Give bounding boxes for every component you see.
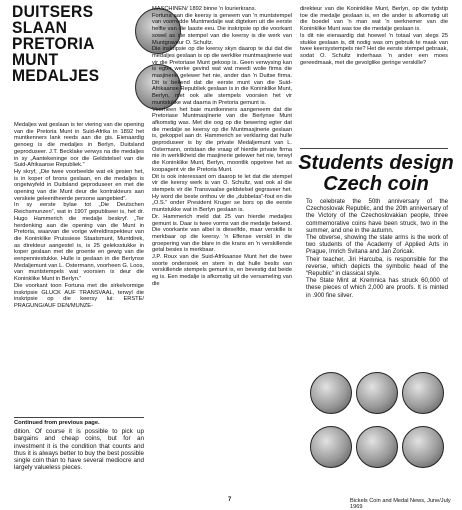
students-paragraph: The State Mint at Kremnica has struck 60,000 of these pieces of which 2,000 are proofs. It is minted in .900 fine silver. [306,277,448,299]
students-article-body [306,198,448,299]
col2-paragraph: Dr. Hammerich meld dat 25 van hierdie medaljes gemunt is. Daar is twee vorms van die medalje bekend. Die voorkante van albei is dieselfde, maar verskille is merkbaar op die keersy. 'n Effense verskil in die groepering van die blare in die krans en 'n verskillende getal besies is merkbaar. [152,213,292,254]
czech-coin-image-2 [356,372,398,414]
continued-label: Continued from previous page. [14,420,100,426]
col1-paragraph: Medaljes wat geslaan is ter viering van die opening van die Pretoria Munt in Suid-Afrika in 1892 het muntkenners lank reeds aan die gis. Eienaardig genoeg is die medaljes in Berlyn, Duitsland geproduseer. J.T. Becklake verwys na die medaljes in sy „Aantekeninge oor die Geldstelsel van die Suid-Afrikaanse Republiek.” [14,122,144,169]
students-title-line-1: Students design [298,152,454,174]
col2-paragraph: Dit is ook interessant om daarop te let dat die stempel vir die keersy werk is van O. Schultz, wat ook al die stempels vir die Transvaalse geldstelsel gegraveer het. Hy word die beste onthou vir die „dubbelas”-fout en die „O.S.” onder President Kruger se bors op die eerste muntstukke wat in Berlyn geslaan is. [152,173,292,214]
column-2 [152,6,292,288]
headline-line-3: MEDALJES [12,66,100,85]
column-3 [300,6,448,66]
headline-line-1: DUITSERS SLAAN [12,2,94,37]
czech-coin-image-3 [402,372,444,414]
col2-paragraph: MASCHINEN/ 1892 binne 'n lourierkrans. [152,6,257,12]
czech-coin-image-5 [356,426,398,468]
students-paragraph: The obverse, showing the state arms is the work of two students of the Academy of Applied Arts in Prague, Imrich Svitana and Jan Zoricak. [306,234,448,256]
czech-coin-image-4 [310,426,352,468]
students-paragraph: To celebrate the 50th anniversary of the Czechoslovak Republic, and the 20th anniversary of the Victory of the Czechoslovakian people, three commemorative coins have been struck, two in the summer, and one in the autumn. [306,198,448,234]
col2-paragraph: Fortuna aan die keersy is geneem van 'n muntstempel van voorredde Muntmedalje wat digteken uit die eerste helfte van die laaste eeu. Die inskripsie op die voorkant sowel as die stempel van die keersy is die werk van Muntgraveur O. Schultz. [152,12,292,46]
col3-paragraph: Is dit nie eienaardig dat hoewel 'n totaal van slegs 25 stukke geslaan is, dit nodig was om gebruik te maak van twee keersystempels nie? Het die eerste stempel gebraak, sodat O. Schultz inderhaas 'n ander een moes gereedmaak, met die gevolglike geringe verskille? [300,32,448,66]
col2-paragraph: Die inskripsie op die keersy skyn daarop te dui dat die medaljes geslaan is op die werklike muntmasjinerie wat vir die Pretoriase Munt gekoop is. Geen verwysing kan is egter werke gevind wat wat meedi wolie firma die masjinerie gelewer het nie, ander dan 'n Duitse firma. Dit is bekend dat die eerste munt van die Suid-Afrikaanse Republiek geslaan is in die Koninklike Munt, Berlyn, met ook alle stempels voorsien het vir muntstukke wat daarna in Pretoria gemunt is. [152,46,292,106]
students-article-title [296,153,456,195]
col2-paragraph: J.P. Roux van die Suid-Afrikaanse Munt het die twee soorte ondersoek en stem in dat hulle beslis van verskillende stempels gemunt is, en bevestig dat beide eg is. Een medalje is afkomstig uit die versameling van die [152,254,292,287]
col1-paragraph: In sy eerste bylae tot „Die Deutschen Reichsmunzen”, wat in 1907 gepubliseer is, het dr. Hugo Hammerich die medalje beskryf. „Ter herdenking aan die opening van die Munt in Pretoria, waarvan die vorige wêreldinspekteur van die Koninklike Pruissiese Staatsmunt, Muntdirek, as direkteur aangestel is, is 25 geleksstukke in koper geslaan met die groente en gewig van die eenpenniestukke. Hulle is geslaan in die Berlynse Medaljemunt van L. Ostermann, voorheen G. Loos, van muntstempels wat voorsien is deur die Koninklike Munt in Berlyn.” [14,202,144,283]
students-title-line-2: Czech coin [323,173,429,195]
czech-coin-image-1 [310,372,352,414]
col2-paragraph: Voorheen het baie muntkenners aangeneem dat die Pretoriase Muntmasjinerie van die Berlynse Munt afkomstig was. Met die oog op die bewering egter dat die medalje se keersy op die Muntmasjinerie geslaan is, gekoppel aan dr. Hammerich se verklaring dat hulle geproduseer is by die private Medaljemunt van L. Ostermann, ontstaan die vraag of hierdie private firma nie in werklikheid die masjinerie gelewer het nie, terwyl die Koninklike Munt, Berlyn, moontlik opgetree het as koopagent vir die Pretoria Munt. [152,106,292,173]
publication-footer: Bickels Coin and Medal News, June/July 1969 [350,498,451,510]
continued-text: dition. Of course it is possible to pick up bargains and cheap coins, but for an investment it is the condition that counts and thus it is always better to buy the best possible single coin than to have several mediocre and largely valueless pieces. [14,428,144,472]
col3-paragraph: direkteur van die Koninklike Munt, Berlyn, op die tydstip toe die medalje geslaan is, en die ander is afkomstig uit die boedel van 'n man wat 'n werknemer van die Koninklike Munt was toe die medalje geslaan is. [300,6,448,33]
article-headline [12,4,122,84]
czech-coin-image-6 [402,426,444,468]
article-separator-rule [300,148,448,149]
column-divider-rule [14,417,144,418]
column-1 [14,122,144,310]
col1-paragraph: Hy skryf, „Die twee voorbeelde wat ek gesien het, is in koper of brons geslaan, en die medaljes is ongetwyfeld in Duitsland geproduseer en met die opening van die Munt deur die kontrakteurs aan verskeie geleentheerde persone aangebied”. [14,168,144,202]
headline-line-2: PRETORIA MUNT [12,34,95,69]
students-paragraph: Their teacher, Jiri Harcuba, is responsible for the reverse, which depicts the symbolic head of the “Republic” in classical style. [306,255,448,278]
col1-paragraph: Die voorkant toon Fortuna met die sirkelvormige inskripsie GLUCK AUF TRANSVAAL, terwyl die inskripsie op die keersy lui: ERSTE/ PRAGUNG/AUF DEN/MUNZE- [14,282,144,309]
page-number: 7 [228,497,232,503]
czech-coin-images [310,372,442,480]
